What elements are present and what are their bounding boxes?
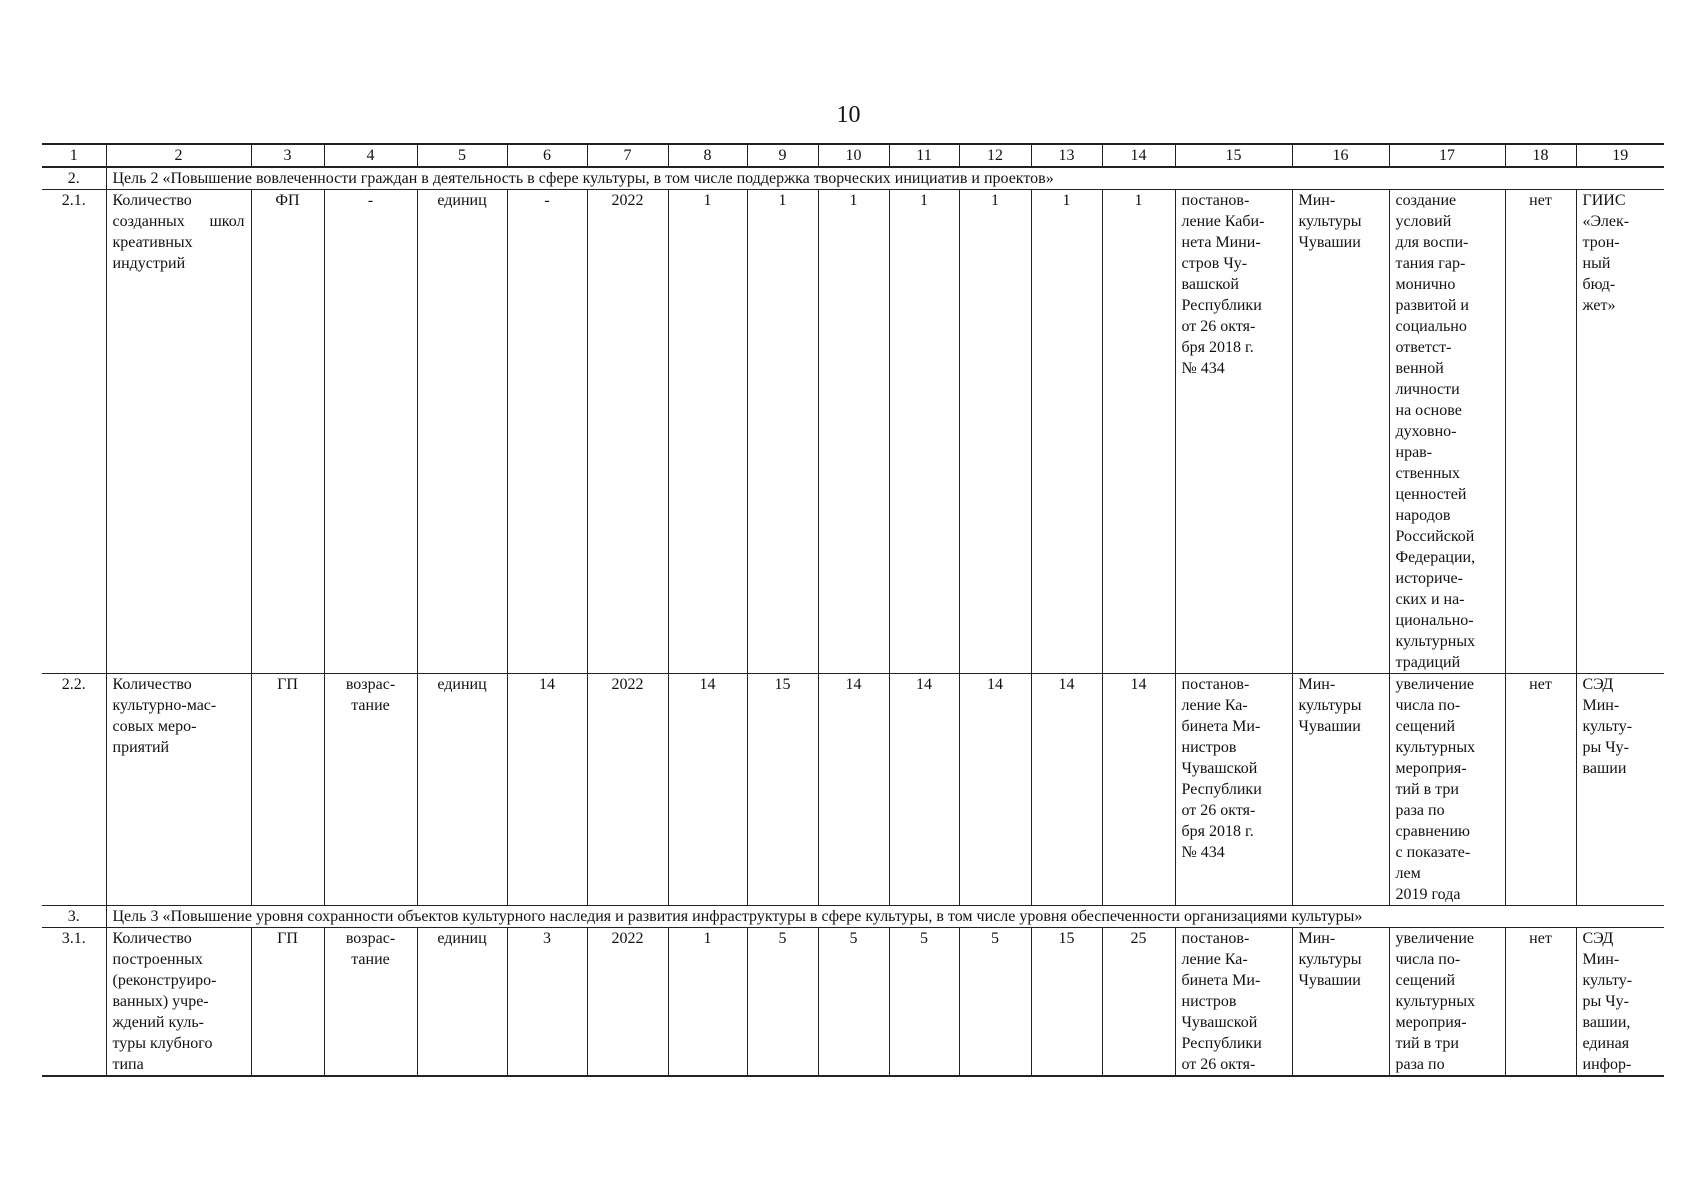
cell-text-line: тий в три (1395, 1035, 1459, 1052)
cell-text-line: «Элек- (1582, 213, 1630, 230)
automation-flag: нет (1505, 674, 1576, 906)
cell-text-line: тания гар- (1395, 255, 1466, 272)
cell-text-line: Мин- (1298, 930, 1336, 947)
cell-text-line: развитой и (1395, 297, 1469, 314)
cell-text-line: увеличение (1395, 930, 1474, 947)
cell-text-line: Чувашии (1298, 718, 1361, 735)
column-number: 9 (747, 144, 818, 167)
year-value: 15 (1031, 928, 1102, 1077)
cell-text-line: личности (1395, 381, 1460, 398)
column-number-row (42, 144, 1664, 167)
cell-text-line: от 26 октя- (1181, 1056, 1256, 1073)
cell-text-line: возрас- (345, 930, 396, 947)
cell-text-line: сещений (1395, 718, 1456, 735)
cell-text-line: вашии (1582, 760, 1627, 777)
cell-text-line: для воспи- (1395, 234, 1469, 251)
cell-text-line: ских и на- (1395, 591, 1465, 608)
cell-text-line: сещений (1395, 972, 1456, 989)
cell-text-line: культурно-мас- (112, 697, 217, 714)
indicator-level: ГП (251, 928, 324, 1077)
responsible-body (1292, 928, 1389, 1077)
cell-text-line: ционально- (1395, 612, 1474, 629)
cell-text-line: туры клубного (112, 1035, 213, 1052)
cell-text-line: жет» (1582, 297, 1616, 314)
cell-text-line: нистров (1181, 993, 1237, 1010)
column-number: 19 (1576, 144, 1664, 167)
cell-text-line: от 26 октя- (1181, 318, 1256, 335)
cell-text-line: Количество (112, 676, 192, 693)
cell-text-line: ценностей (1395, 486, 1467, 503)
cell-text-line: № 434 (1181, 360, 1225, 377)
cell-text-line: бря 2018 г. (1181, 339, 1254, 356)
base-value: 3 (507, 928, 587, 1077)
cell-text-line: социально (1395, 318, 1467, 335)
year-value: 14 (818, 674, 889, 906)
cell-text-line: раза по (1395, 1056, 1445, 1073)
automation-flag: нет (1505, 928, 1576, 1077)
year-value: 15 (747, 674, 818, 906)
column-number: 18 (1505, 144, 1576, 167)
cell-text-line: (реконструиро- (112, 972, 217, 989)
information-system (1576, 928, 1664, 1077)
cell-text-line: монично (1395, 276, 1456, 293)
cell-text-line: ры Чу- (1582, 993, 1629, 1010)
indicator-trend (324, 674, 417, 906)
cell-text-line: Чувашской (1181, 1014, 1258, 1031)
cell-text-line: Чувашии (1298, 972, 1361, 989)
year-value: 14 (1031, 674, 1102, 906)
responsible-body (1292, 190, 1389, 674)
cell-text-line: возрас- (345, 676, 396, 693)
cell-text-line: раза по (1395, 802, 1445, 819)
cell-text-line: ответст- (1395, 339, 1452, 356)
regulatory-document (1175, 928, 1292, 1077)
cell-text-line: № 434 (1181, 844, 1225, 861)
indicator-trend: - (324, 190, 417, 674)
information-system (1576, 190, 1664, 674)
cell-text-line: увеличение (1395, 676, 1474, 693)
row-number: 3.1. (42, 928, 106, 1077)
cell-text-line: на основе (1395, 402, 1462, 419)
cell-text-line: венной (1395, 360, 1444, 377)
cell-text-line: СЭД (1582, 676, 1614, 693)
cell-text-line: СЭД (1582, 930, 1614, 947)
cell-text-line: ный (1582, 255, 1611, 272)
base-year: 2022 (587, 190, 668, 674)
cell-text-line: постанов- (1181, 676, 1250, 693)
cell-text-line: 2019 года (1395, 886, 1461, 903)
year-value: 14 (1102, 674, 1175, 906)
column-number: 8 (668, 144, 747, 167)
unit: единиц (417, 928, 507, 1077)
cell-text-line: ры Чу- (1582, 739, 1629, 756)
indicators-table (42, 143, 1664, 1077)
cell-text-line: Республики (1181, 1035, 1262, 1052)
indicator-row-3-1 (42, 928, 1664, 1077)
cell-text-line: постанов- (1181, 930, 1250, 947)
cell-text-line: лем (1395, 865, 1421, 882)
cell-text-line: народов (1395, 507, 1451, 524)
year-value: 5 (818, 928, 889, 1077)
cell-text-line: культуры (1298, 213, 1362, 230)
cell-text-line: Чувашии (1298, 234, 1361, 251)
indicator-row-2-2 (42, 674, 1664, 906)
year-value: 1 (747, 190, 818, 674)
column-number: 14 (1102, 144, 1175, 167)
responsible-body (1292, 674, 1389, 906)
unit: единиц (417, 190, 507, 674)
cell-text-line: числа по- (1395, 951, 1461, 968)
cell-text-line: Количество (112, 930, 192, 947)
cell-text-line: культу- (1582, 972, 1633, 989)
column-number: 11 (889, 144, 959, 167)
cell-text-line: ванных) учре- (112, 993, 209, 1010)
cell-text-line: ственных (1395, 465, 1461, 482)
column-number: 5 (417, 144, 507, 167)
cell-text-line: бинета Ми- (1181, 972, 1261, 989)
unit: единиц (417, 674, 507, 906)
indicator-level: ФП (251, 190, 324, 674)
indicator-name: Количество созданных школ креативных индустрий (106, 190, 251, 674)
cell-text-line: мероприя- (1395, 760, 1467, 777)
year-value: 5 (959, 928, 1031, 1077)
year-value: 1 (818, 190, 889, 674)
regulatory-document (1175, 190, 1292, 674)
base-year: 2022 (587, 928, 668, 1077)
base-value: 14 (507, 674, 587, 906)
cell-text-line: создание (1395, 192, 1457, 209)
column-number: 10 (818, 144, 889, 167)
cell-text-line: сравнению (1395, 823, 1470, 840)
goal-number: 3. (42, 906, 106, 928)
cell-text-line: ление Ка- (1181, 697, 1248, 714)
column-number: 12 (959, 144, 1031, 167)
column-number: 1 (42, 144, 106, 167)
cell-text-line: ление Ка- (1181, 951, 1248, 968)
indicator-row-2-1 (42, 190, 1664, 674)
regulatory-document (1175, 674, 1292, 906)
column-number: 15 (1175, 144, 1292, 167)
goal-title: Цель 2 «Повышение вовлеченности граждан в деятельность в сфере культуры, в том числе поддержка творческих инициатив и проектов» (106, 167, 1664, 190)
cell-text-line: культуры (1298, 951, 1362, 968)
cell-text-line: Мин- (1582, 697, 1620, 714)
cell-text-line: типа (112, 1056, 144, 1073)
cell-text-line: совых меро- (112, 718, 197, 735)
cell-text-line: культурных (1395, 993, 1476, 1010)
cell-text-line: инфор- (1582, 1056, 1632, 1073)
year-value: 25 (1102, 928, 1175, 1077)
cell-text-line: ГИИС (1582, 192, 1626, 209)
cell-text-line: культу- (1582, 718, 1633, 735)
cell-text-line: трон- (1582, 234, 1620, 251)
year-value: 14 (889, 674, 959, 906)
row-number: 2.2. (42, 674, 106, 906)
national-goal-link (1389, 928, 1505, 1077)
information-system (1576, 674, 1664, 906)
cell-text-line: Чувашской (1181, 760, 1258, 777)
goal-title: Цель 3 «Повышение уровня сохранности объектов культурного наследия и развития инфраструктуры в сфере культуры, в том числе уровня обеспеченности организациями культуры» (106, 906, 1664, 928)
cell-text-line: культурных (1395, 739, 1476, 756)
year-value: 5 (747, 928, 818, 1077)
cell-text-line: стров Чу- (1181, 255, 1248, 272)
year-value: 1 (1031, 190, 1102, 674)
cell-text-line: Мин- (1298, 192, 1336, 209)
page-number: 10 (836, 102, 861, 128)
automation-flag: нет (1505, 190, 1576, 674)
column-number: 16 (1292, 144, 1389, 167)
year-value: 1 (959, 190, 1031, 674)
indicator-level: ГП (251, 674, 324, 906)
year-value: 14 (668, 674, 747, 906)
cell-text-line: тание (351, 697, 390, 714)
year-value: 1 (1102, 190, 1175, 674)
cell-text-line: Российской (1395, 528, 1475, 545)
cell-text-line: построенных (112, 951, 203, 968)
cell-text-line: бинета Ми- (1181, 718, 1261, 735)
cell-text-line: тание (351, 951, 390, 968)
cell-text-line: условий (1395, 213, 1452, 230)
national-goal-link (1389, 674, 1505, 906)
cell-text-line: единая (1582, 1035, 1630, 1052)
row-number: 2.1. (42, 190, 106, 674)
cell-text-line: вашской (1181, 276, 1239, 293)
indicator-name (106, 674, 251, 906)
cell-text-line: историче- (1395, 570, 1463, 587)
cell-text-line: Мин- (1298, 676, 1336, 693)
cell-text-line: ждений куль- (112, 1014, 204, 1031)
column-number: 17 (1389, 144, 1505, 167)
cell-text-line: духовно- (1395, 423, 1457, 440)
goal-number: 2. (42, 167, 106, 190)
cell-text-line: бря 2018 г. (1181, 823, 1254, 840)
cell-text-line: нета Мини- (1181, 234, 1261, 251)
cell-text-line: нрав- (1395, 444, 1433, 461)
cell-text-line: Мин- (1582, 951, 1620, 968)
base-value: - (507, 190, 587, 674)
cell-text-line: тий в три (1395, 781, 1459, 798)
column-number: 6 (507, 144, 587, 167)
column-number: 4 (324, 144, 417, 167)
cell-text-line: нистров (1181, 739, 1237, 756)
column-number: 7 (587, 144, 668, 167)
indicator-name (106, 928, 251, 1077)
goal-3-row (42, 906, 1664, 928)
cell-text-line: культуры (1298, 697, 1362, 714)
cell-text-line: бюд- (1582, 276, 1616, 293)
year-value: 1 (668, 928, 747, 1077)
cell-text-line: культурных (1395, 633, 1476, 650)
column-number: 13 (1031, 144, 1102, 167)
cell-text-line: Республики (1181, 297, 1262, 314)
goal-2-row (42, 167, 1664, 190)
year-value: 1 (889, 190, 959, 674)
cell-text-line: ление Каби- (1181, 213, 1265, 230)
cell-text-line: традиций (1395, 654, 1461, 671)
indicator-trend (324, 928, 417, 1077)
cell-text-line: вашии, (1582, 1014, 1631, 1031)
national-goal-link (1389, 190, 1505, 674)
year-value: 1 (668, 190, 747, 674)
year-value: 14 (959, 674, 1031, 906)
cell-text-line: Федерации, (1395, 549, 1476, 566)
column-number: 3 (251, 144, 324, 167)
cell-text-line: Республики (1181, 781, 1262, 798)
cell-text-line: числа по- (1395, 697, 1461, 714)
cell-text-line: от 26 октя- (1181, 802, 1256, 819)
cell-text-line: с показате- (1395, 844, 1471, 861)
column-number: 2 (106, 144, 251, 167)
cell-text-line: приятий (112, 739, 170, 756)
cell-text-line: мероприя- (1395, 1014, 1467, 1031)
base-year: 2022 (587, 674, 668, 906)
cell-text-line: постанов- (1181, 192, 1250, 209)
year-value: 5 (889, 928, 959, 1077)
